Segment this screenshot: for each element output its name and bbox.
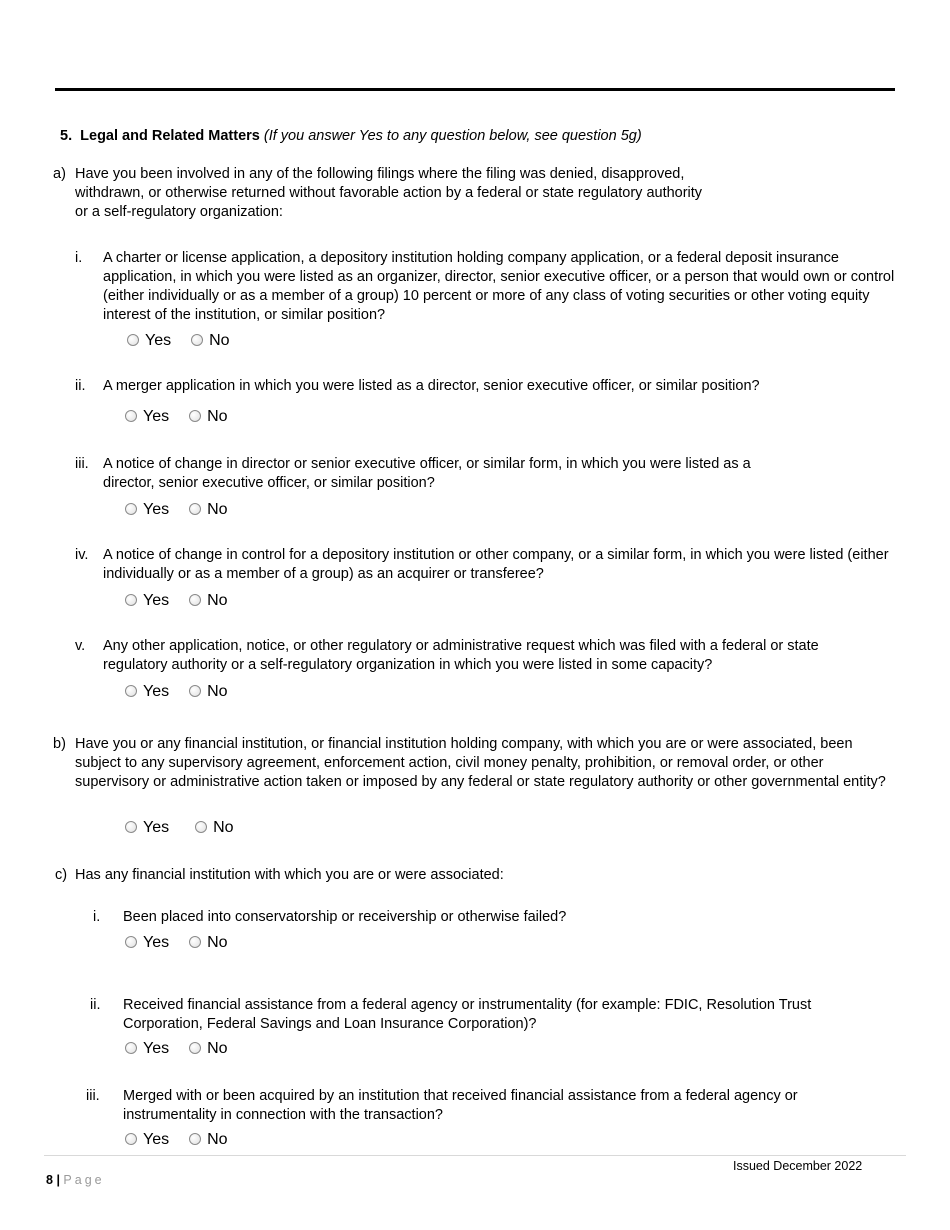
radio-circle-icon[interactable] [125,503,137,515]
no-label: No [207,500,228,518]
question-c-i-label: i. [93,909,101,925]
yes-label: Yes [143,818,170,836]
question-a-ii-options [125,406,248,426]
yes-radio[interactable] [125,933,169,952]
yes-radio[interactable] [125,591,169,610]
question-a-iii-options [125,499,248,519]
question-c-iii-options [125,1129,248,1149]
yes-label: Yes [143,1130,170,1148]
radio-circle-icon[interactable] [127,334,139,346]
no-label: No [207,1130,228,1148]
yes-label: Yes [143,407,170,425]
yes-label: Yes [143,591,170,609]
question-a-v-options [125,681,248,701]
question-a-i-label: i. [75,250,83,266]
no-radio[interactable] [189,407,227,426]
no-radio[interactable] [189,933,227,952]
yes-label: Yes [145,331,172,349]
question-c-i-text: Been placed into conservatorship or receivership or otherwise failed? [123,909,567,925]
section-heading: Legal and Related Matters [80,128,260,144]
yes-radio[interactable] [125,1039,169,1058]
no-label: No [207,682,228,700]
question-c-iii-label: iii. [86,1088,100,1104]
no-label: No [207,407,228,425]
question-a-iii-text: A notice of change in director or senior executive officer, or similar form, in which you were listed as a director, senior executive officer, or similar position? [103,456,751,491]
no-radio[interactable] [189,1130,227,1149]
page-number-value: 8 [46,1173,53,1187]
yes-label: Yes [143,1039,170,1057]
question-a-v-text: Any other application, notice, or other regulatory or administrative request which was filed with a federal or state regulatory authority or a self-regulatory organization in which you were listed in some capacity? [103,638,819,673]
page-word: Page [63,1173,105,1187]
question-c-ii-text: Received financial assistance from a federal agency or instrumentality (for example: FDIC, Resolution Trust Corporation, Federal Savings and Loan Insurance Corporation)? [123,997,812,1032]
question-a-text [75,165,710,222]
section-note: (If you answer Yes to any question below, see question 5g) [263,128,642,144]
radio-circle-icon[interactable] [189,410,201,422]
header-rule [55,88,895,91]
question-a-text-body: Have you been involved in any of the following filings where the filing was denied, disapproved, withdrawn, or otherwise returned without favorable action by a federal or state regulatory authority or a self-regulatory organization: [75,166,703,220]
yes-label: Yes [143,682,170,700]
yes-label: Yes [143,500,170,518]
question-a-iv-label: iv. [75,547,89,563]
radio-circle-icon[interactable] [125,1133,137,1145]
question-c-text: Has any financial institution with which you are or were associated: [75,867,504,883]
no-label: No [207,591,228,609]
question-a-iii-label: iii. [75,456,89,472]
yes-radio[interactable] [125,1130,169,1149]
radio-circle-icon[interactable] [125,1042,137,1054]
radio-circle-icon[interactable] [125,936,137,948]
radio-circle-icon[interactable] [189,1133,201,1145]
issued-date: Issued December 2022 [733,1159,863,1173]
radio-circle-icon[interactable] [125,685,137,697]
question-a-v-label: v. [75,638,86,654]
radio-circle-icon[interactable] [189,503,201,515]
no-radio[interactable] [189,682,227,701]
no-radio[interactable] [189,1039,227,1058]
radio-circle-icon[interactable] [195,821,207,833]
question-b-options [125,817,254,837]
no-radio[interactable] [189,500,227,519]
question-c-ii-label: ii. [90,997,101,1013]
radio-circle-icon[interactable] [189,594,201,606]
no-label: No [207,933,228,951]
yes-label: Yes [143,933,170,951]
question-c-i-options [125,932,248,952]
question-c-iii-text: Merged with or been acquired by an institution that received financial assistance from a federal agency or instrumentality in connection with the transaction? [123,1088,798,1123]
yes-radio[interactable] [125,682,169,701]
radio-circle-icon[interactable] [189,685,201,697]
no-label: No [209,331,230,349]
radio-circle-icon[interactable] [125,410,137,422]
question-c-ii-options [125,1038,248,1058]
radio-circle-icon[interactable] [189,1042,201,1054]
no-label: No [213,818,234,836]
radio-circle-icon[interactable] [189,936,201,948]
no-radio[interactable] [191,331,229,350]
question-b-label: b) [53,736,66,752]
no-radio[interactable] [195,818,233,837]
footer-rule [44,1155,906,1156]
yes-radio[interactable] [127,331,171,350]
question-a-i-options [127,330,250,350]
question-a-iv-text: A notice of change in control for a depository institution or other company, or a similar form, in which you were listed (either individually or as a member of a group) as an acquirer or transferee? [103,547,889,582]
question-a-iv-options [125,590,248,610]
yes-radio[interactable] [125,500,169,519]
section-number: 5. [60,128,73,144]
question-c-label: c) [55,867,68,883]
radio-circle-icon[interactable] [191,334,203,346]
question-a-i-text: A charter or license application, a depository institution holding company application, or a federal deposit insurance application, in which you were listed as an organizer, director, senior executive officer, or a person that would own or control (either individually or as a member of a group) 10 percent or more of any class of voting securities or other voting equity interest of the institution, or similar position? [103,250,895,323]
yes-radio[interactable] [125,407,169,426]
page-separator: | [56,1173,60,1187]
section-title [60,127,642,146]
question-a-ii-label: ii. [75,378,86,394]
no-label: No [207,1039,228,1057]
question-a-ii-text: A merger application in which you were listed as a director, senior executive officer, or similar position? [103,378,760,394]
page-number [46,1171,105,1190]
radio-circle-icon[interactable] [125,594,137,606]
radio-circle-icon[interactable] [125,821,137,833]
question-b-text: Have you or any financial institution, or financial institution holding company, with which you are or were associated, been subject to any supervisory agreement, enforcement action, civil money penalty, prohibition, or removal order, or other supervisory or administrative action taken or imposed by any federal or state regulatory authority or other governmental entity? [75,736,886,790]
question-a-label: a) [53,166,66,182]
no-radio[interactable] [189,591,227,610]
yes-radio[interactable] [125,818,169,837]
